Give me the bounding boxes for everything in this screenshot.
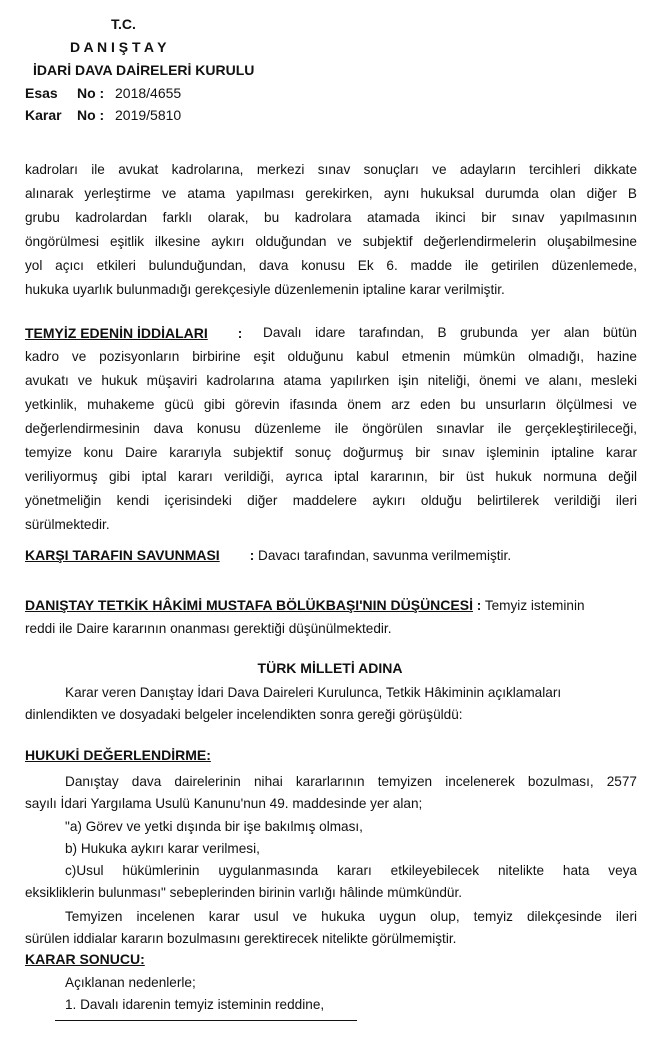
temyiz-line: yetkinlik, muhakeme gücü gibi görevin ifasında önem arz eden bu unsurların ölçülmesi ve <box>25 397 637 412</box>
temyiz-first-line <box>25 324 637 343</box>
hukuki-item-c2: eksikliklerin bulunması" sebeplerinden birinin varlığı hâlinde mümkündür. <box>25 885 463 900</box>
savunma-colon: : <box>249 548 255 563</box>
temyiz-line: veriliyormuş gibi iptal kararı verildiği, ayrıca iptal kararının, bir üst hukuk normuna değil <box>25 469 637 484</box>
temyiz-last-line: sürülmektedir. <box>25 517 110 532</box>
temyiz-line: avukatı ve hukuk müşaviri kadrolarına atama yapılırken işin niteliği, önemi ve alanı, mesleki <box>25 373 637 388</box>
karar-label: Karar <box>25 107 62 123</box>
karar-row <box>25 107 182 123</box>
hukuki-item-b: b) Hukuka aykırı karar verilmesi, <box>65 841 260 856</box>
hukuki-line: Danıştay dava dairelerinin nihai kararlarının temyizen incelenerek bozulması, 2577 <box>65 774 637 789</box>
dusunce-colon: : <box>476 598 482 613</box>
dusunce-first-line <box>25 596 637 615</box>
savunma-text: Davacı tarafından, savunma verilmemiştir. <box>258 548 512 563</box>
sonuc-line: Açıklanan nedenlerle; <box>65 975 196 990</box>
hukuki-title: HUKUKİ DEĞERLENDİRME: <box>25 747 211 763</box>
savunma-line <box>25 546 637 565</box>
esas-no-label: No : <box>77 85 105 101</box>
para1-line: yol açıcı etkileri bulunduğundan, dava konusu Ek 6. madde ile getirilen düzenlemede, <box>25 258 637 273</box>
millet-title: TÜRK MİLLETİ ADINA <box>257 660 403 676</box>
hukuki-line: Temyizen incelenen karar usul ve hukuka uygun olup, temyiz dilekçesinde ileri <box>65 909 637 924</box>
para1-line: grubu kadrolardan farklı olarak, bu kadrolara atamada ikinci bir sınav yapılmasının <box>25 210 637 225</box>
para1-line: alınarak yerleştirme ve atama yapılması gerekirken, aynı hukuksal durumda olan diğer B <box>25 186 637 201</box>
temyiz-line: değerlendirmesinin dava konusu düzenleme ile öngörülen sınavlar ile gerçekleştirileceği, <box>25 421 637 436</box>
bottom-rule <box>55 1020 357 1021</box>
hukuki-title-line <box>25 746 637 765</box>
para1-line: öngörülmesi eşitlik ilkesine aykırı olduğundan ve subjektif değerlendirmelerin oluşabilmesine <box>25 234 637 249</box>
para1-line: kadroları ile avukat kadrolarına, merkezi sınav sonuçları ve adayların tercihleri dikkate <box>25 162 637 177</box>
temyiz-colon: : <box>237 326 243 341</box>
esas-no: 2018/4655 <box>115 85 182 101</box>
para1-line: hukuka uyarlık bulunmadığı gerekçesiyle düzenlemenin iptaline karar verilmiştir. <box>25 282 505 297</box>
temyiz-title: TEMYİZ EDENİN İDDİALARI <box>25 325 208 341</box>
millet-line2: dinlendikten ve dosyadaki belgeler incelendikten sonra gereği görüşüldü: <box>25 707 463 722</box>
header-danistay: D A N I Ş T A Y <box>70 39 167 55</box>
karar-no: 2019/5810 <box>115 107 182 123</box>
temyiz-line: kadro ve pozisyonların birbirine eşit olduğunu kabul etmenin mümkün olmadığı, hazine <box>25 349 637 364</box>
dusunce-title: DANIŞTAY TETKİK HÂKİMİ MUSTAFA BÖLÜKBAŞI'NIN DÜŞÜNCESİ <box>25 597 473 613</box>
hukuki-line: sayılı İdari Yargılama Usulü Kanunu'nun 49. maddesinde yer alan; <box>25 796 423 811</box>
savunma-title: KARŞI TARAFIN SAVUNMASI <box>25 547 220 563</box>
dusunce-last-line: reddi ile Daire kararının onanması gerektiği düşünülmektedir. <box>25 621 392 636</box>
hukuki-item-a: "a) Görev ve yetki dışında bir işe bakılmış olması, <box>65 819 363 834</box>
dusunce-first-rest: Temyiz isteminin <box>484 598 585 613</box>
temyiz-first-rest: Davalı idare tarafından, B grubunda yer alan bütün <box>263 325 637 340</box>
header-tc: T.C. <box>111 16 136 32</box>
sonuc-line: 1. Davalı idarenin temyiz isteminin reddine, <box>65 997 325 1012</box>
hukuki-item-c1: c)Usul hükümlerinin uygulanmasında kararı etkileyebilecek nitelikte hata veya <box>65 863 637 878</box>
hukuki-line: sürülen iddialar kararın bozulmasını gerektirecek nitelikte görülmemiştir. <box>25 931 457 946</box>
esas-label: Esas <box>25 85 58 101</box>
temyiz-line: temyize konu Daire kararıyla subjektif sonuç doğurmuş bir sınav işleminin iptaline karar <box>25 445 637 460</box>
karar-no-label: No : <box>77 107 105 123</box>
sonuc-title: KARAR SONUCU: <box>25 951 145 967</box>
temyiz-line: yönetmeliğin kendi içerisindeki diğer maddelere aykırı olduğu belirtilerek verildiği ileri <box>25 493 637 508</box>
sonuc-title-line <box>25 950 637 969</box>
header-kurul: İDARİ DAVA DAİRELERİ KURULU <box>33 62 255 78</box>
esas-row <box>25 85 182 101</box>
millet-line1: Karar veren Danıştay İdari Dava Daireleri Kurulunca, Tetkik Hâkiminin açıklamaları <box>65 685 562 700</box>
